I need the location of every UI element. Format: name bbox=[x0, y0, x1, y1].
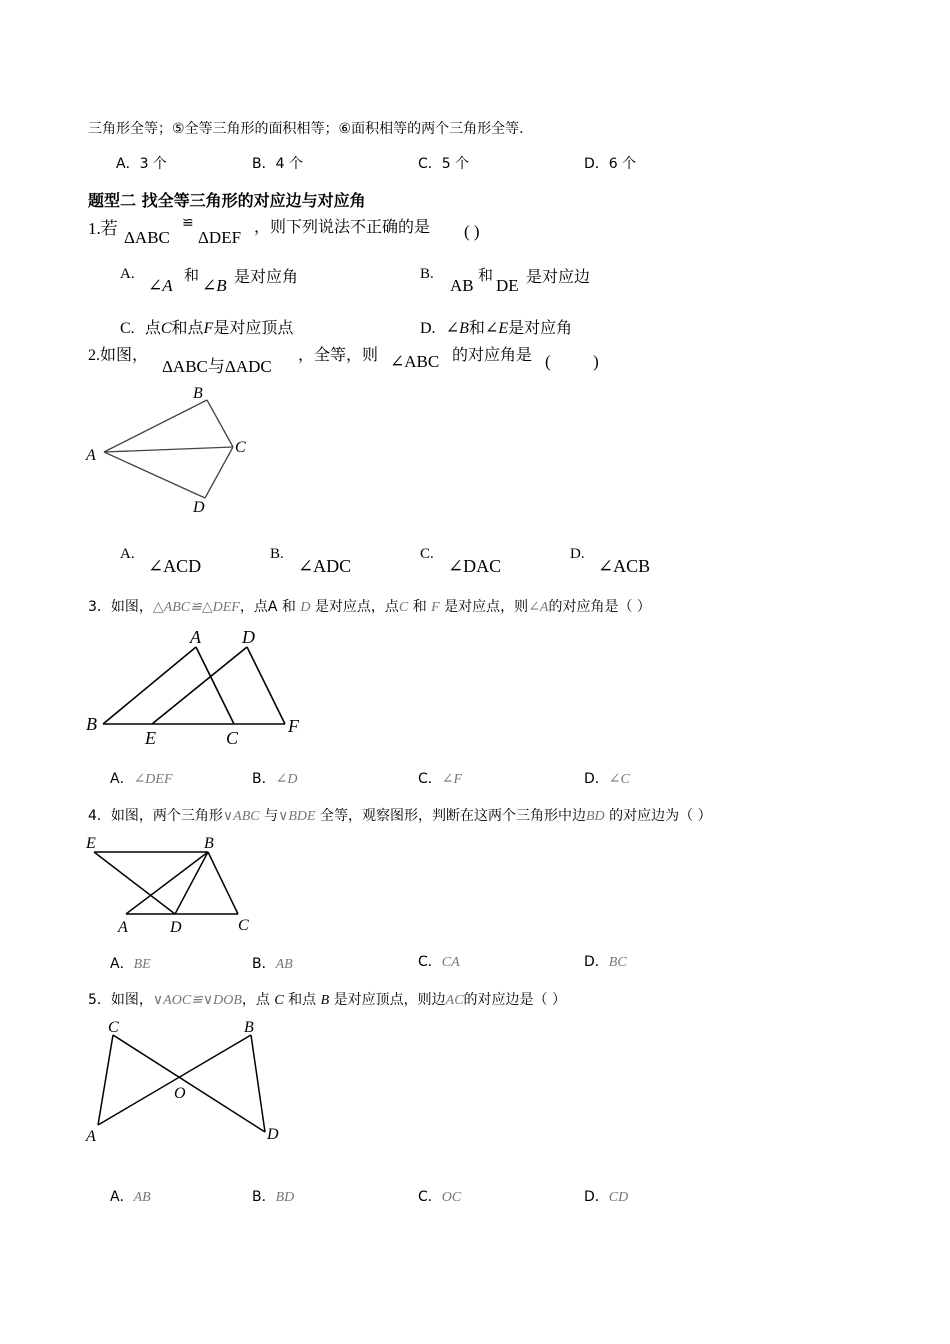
q4-expr2: ∨BDE bbox=[278, 809, 316, 824]
q5-opt-a-label: A． bbox=[110, 1189, 134, 1205]
q3-opt-d bbox=[584, 768, 630, 788]
q1-opt-a-e2: ∠B bbox=[202, 276, 227, 295]
q1-opt-d bbox=[420, 315, 572, 338]
q5-segment-ab bbox=[98, 1035, 251, 1125]
q5-segment-ca bbox=[98, 1035, 113, 1125]
q3-label-c: C bbox=[226, 728, 239, 748]
q4-text-b: 与 bbox=[264, 808, 279, 824]
q3-segment-ac bbox=[196, 647, 234, 724]
q2-figure bbox=[80, 380, 260, 520]
q5-segment-cd bbox=[113, 1035, 265, 1132]
q1-number: 1. bbox=[88, 219, 101, 238]
q4-text-c: 全等，观察图形，判断在这两个三角形中边 bbox=[320, 808, 586, 824]
q5-label-d: D bbox=[267, 1126, 279, 1143]
q2-paren: ( ) bbox=[545, 352, 599, 371]
q1-opt-b-label: B. bbox=[420, 266, 434, 282]
q2-opt-c-value: ∠DAC bbox=[448, 556, 502, 576]
q1-opt-b-e2: DE bbox=[496, 276, 519, 295]
q2-text-a: 如图， bbox=[100, 345, 149, 364]
q3-angle: ∠A bbox=[528, 600, 549, 615]
q4-opt-b bbox=[252, 953, 293, 973]
q3-p2: D bbox=[300, 600, 311, 615]
q2-segment-ab bbox=[104, 400, 207, 452]
q5-opt-a bbox=[110, 1186, 151, 1206]
q3-p3: C bbox=[398, 600, 409, 615]
q1-opt-d-e1: ∠B bbox=[445, 320, 469, 337]
q1-opt-a-e1: ∠A bbox=[148, 276, 173, 295]
q5-text-b: ，点 bbox=[241, 992, 275, 1008]
q4-edge: BD bbox=[586, 809, 605, 824]
q2-segment-ad bbox=[104, 452, 205, 498]
q4-opt-d bbox=[584, 951, 627, 971]
q3-opt-b-value: ∠D bbox=[275, 772, 298, 787]
q3-opt-b-label: B． bbox=[252, 771, 276, 787]
q3-opt-b bbox=[252, 768, 297, 788]
q2-segment-ac bbox=[104, 447, 233, 452]
q5-label-o: O bbox=[174, 1085, 186, 1102]
q3-segment-ed bbox=[152, 647, 247, 724]
q3-segment-ba bbox=[103, 647, 196, 724]
q1-expr1: ΔABC bbox=[124, 228, 170, 247]
q4-text-d: 的对应边为（ ） bbox=[609, 808, 712, 824]
q5-label-a: A bbox=[86, 1128, 96, 1145]
q5-opt-d-value: CD bbox=[608, 1190, 629, 1205]
q3-opt-c-label: C． bbox=[418, 771, 442, 787]
q3-label-d: D bbox=[242, 627, 255, 647]
q2-stem bbox=[88, 342, 148, 365]
q5-opt-b bbox=[252, 1186, 294, 1206]
q3-text-d: 是对应点，点 bbox=[314, 599, 399, 615]
q5-segment-bd bbox=[251, 1035, 265, 1132]
q1-opt-d-label: D. bbox=[420, 320, 436, 337]
q3-p1: A bbox=[267, 599, 278, 615]
q1-opt-b-and: 和 bbox=[478, 266, 494, 284]
q2-opt-d-label: D. bbox=[570, 546, 585, 562]
q2-segment-dc bbox=[205, 447, 233, 498]
q4-label-c: C bbox=[238, 917, 249, 934]
q5-text-d: 是对应顶点，则边 bbox=[329, 992, 446, 1008]
q1-text-b: ，则下列说法不正确的是 bbox=[254, 217, 431, 236]
q4-opt-c-label: C． bbox=[418, 954, 442, 970]
q4-opt-b-value: AB bbox=[275, 957, 293, 972]
q4-opt-a-label: A． bbox=[110, 956, 134, 972]
q2-opt-d-value: ∠ACB bbox=[598, 556, 651, 576]
q5-opt-b-label: B． bbox=[252, 1189, 276, 1205]
q4-segment-db bbox=[175, 852, 208, 914]
q5-opt-b-value: BD bbox=[275, 1190, 295, 1205]
q5-expr: ∨AOC≌∨DOB bbox=[152, 993, 242, 1008]
q4-label-d: D bbox=[170, 919, 182, 936]
q4-segment-ed bbox=[94, 852, 175, 914]
q2-label-c: C bbox=[235, 439, 246, 456]
q3-opt-a-value: ∠DEF bbox=[133, 772, 173, 787]
q2-segment-bc bbox=[207, 400, 233, 447]
q1-opt-b-tail: 是对应边 bbox=[526, 267, 591, 286]
q5-opt-a-value: AB bbox=[133, 1190, 151, 1205]
q4-label-b: B bbox=[204, 835, 214, 852]
q5-number: 5． bbox=[88, 992, 111, 1008]
q1-opt-c-text2: 和点 bbox=[171, 318, 204, 337]
q5-p1: C bbox=[274, 993, 284, 1008]
q5-text-a: 如图， bbox=[110, 992, 153, 1008]
q5-opt-c-value: OC bbox=[441, 1190, 462, 1205]
q3-label-a: A bbox=[190, 627, 201, 647]
q1-paren: ( ) bbox=[464, 222, 480, 241]
q1-opt-c-tail: 是对应顶点 bbox=[213, 318, 294, 337]
q2-number: 2. bbox=[88, 347, 100, 364]
q4-label-e: E bbox=[86, 835, 96, 852]
q2-angle: ∠ABC bbox=[390, 352, 440, 371]
q1-opt-d-tail: 是对应角 bbox=[508, 318, 573, 337]
q1-stem bbox=[88, 214, 118, 239]
q2-opt-a-label: A. bbox=[120, 546, 135, 562]
q3-opt-c-value: ∠F bbox=[441, 772, 463, 787]
intro-option-c: C．5 个 bbox=[418, 156, 470, 172]
q3-segment-df bbox=[247, 647, 285, 724]
q5-opt-c-label: C． bbox=[418, 1189, 442, 1205]
q2-opt-b-value: ∠ADC bbox=[298, 556, 352, 576]
q2-expr: ΔABC与ΔADC bbox=[162, 357, 272, 376]
q1-opt-d-and: 和 bbox=[468, 318, 485, 337]
q4-segment-ab bbox=[126, 852, 208, 914]
q3-text-b: ，点 bbox=[239, 599, 268, 615]
q1-cong: ≌ bbox=[182, 216, 194, 231]
q3-number: 3． bbox=[88, 599, 111, 615]
q2-opt-a-value: ∠ACD bbox=[148, 556, 202, 576]
q3-stem bbox=[88, 596, 651, 616]
q5-opt-c bbox=[418, 1186, 461, 1206]
q4-opt-c-value: CA bbox=[441, 955, 460, 970]
q1-opt-a-and: 和 bbox=[184, 266, 200, 284]
section-title: 题型二 找全等三角形的对应边与对应角 bbox=[88, 191, 366, 210]
intro-line: 三角形全等；⑤全等三角形的面积相等；⑥面积相等的两个三角形全等. bbox=[88, 121, 524, 137]
q5-stem bbox=[88, 989, 566, 1009]
q1-opt-a-tail: 是对应角 bbox=[234, 267, 299, 286]
q5-figure bbox=[80, 1015, 300, 1150]
q4-opt-a-value: BE bbox=[133, 957, 151, 972]
q1-expr2: ΔDEF bbox=[198, 228, 242, 247]
q1-text-a: 若 bbox=[100, 219, 118, 238]
q3-text-f: 是对应点，则 bbox=[444, 599, 529, 615]
q4-segment-bc bbox=[208, 852, 238, 914]
q3-opt-d-label: D． bbox=[584, 771, 609, 787]
q2-text-c: 的对应角是 bbox=[452, 345, 533, 364]
intro-option-b: B．4 个 bbox=[252, 156, 303, 172]
q4-text-a: 如图，两个三角形 bbox=[110, 808, 223, 824]
q3-text-g: 的对应角是（ ） bbox=[548, 599, 651, 615]
q4-opt-d-value: BC bbox=[608, 955, 627, 970]
q3-opt-a bbox=[110, 768, 173, 788]
q3-p4: F bbox=[431, 600, 440, 615]
q3-label-f: F bbox=[288, 716, 299, 736]
q3-opt-c bbox=[418, 768, 462, 788]
q2-label-a: A bbox=[86, 447, 96, 464]
q5-opt-d bbox=[584, 1186, 628, 1206]
q3-opt-a-label: A． bbox=[110, 771, 134, 787]
q3-expr: △ABC≌△DEF bbox=[152, 600, 240, 615]
q5-text-e: 的对应边是（ ） bbox=[463, 992, 566, 1008]
q4-label-a: A bbox=[118, 919, 128, 936]
q1-opt-a-label: A. bbox=[120, 266, 135, 282]
q5-label-b: B bbox=[244, 1019, 254, 1036]
q4-opt-b-label: B． bbox=[252, 956, 276, 972]
q1-opt-c bbox=[120, 315, 293, 338]
q1-opt-b-e1: AB bbox=[450, 276, 474, 295]
q5-label-c: C bbox=[108, 1019, 119, 1036]
q5-text-c: 和点 bbox=[283, 992, 321, 1008]
q5-opt-d-label: D． bbox=[584, 1189, 609, 1205]
q2-opt-c-label: C. bbox=[420, 546, 434, 562]
intro-option-d: D．6 个 bbox=[584, 156, 637, 172]
q2-text-b: ，全等，则 bbox=[298, 345, 379, 364]
q1-opt-c-e1: C bbox=[160, 320, 172, 337]
q4-figure bbox=[80, 830, 280, 940]
q4-opt-c bbox=[418, 951, 460, 971]
q4-opt-d-label: D． bbox=[584, 954, 609, 970]
q2-label-b: B bbox=[193, 385, 203, 402]
q3-text-e: 和 bbox=[412, 599, 427, 615]
q2-label-d: D bbox=[193, 499, 205, 516]
q2-opt-b-label: B. bbox=[270, 546, 284, 562]
intro-option-a: A．3 个 bbox=[116, 156, 167, 172]
q4-expr1: ∨ABC bbox=[222, 809, 260, 824]
q4-number: 4． bbox=[88, 808, 111, 824]
q5-edge: AC bbox=[445, 993, 464, 1008]
q3-opt-d-value: ∠C bbox=[608, 772, 630, 787]
q3-text-a: 如图， bbox=[110, 599, 153, 615]
q1-opt-d-e2: ∠E bbox=[484, 320, 509, 337]
q4-opt-a bbox=[110, 953, 151, 973]
q3-figure bbox=[80, 622, 320, 752]
q1-opt-c-e2: F bbox=[203, 320, 214, 337]
q5-p2: B bbox=[320, 993, 330, 1008]
q1-opt-c-label: C. bbox=[120, 320, 135, 337]
q3-label-b: B bbox=[86, 714, 97, 734]
q4-stem bbox=[88, 805, 712, 825]
q3-label-e: E bbox=[145, 728, 156, 748]
q3-text-c: 和 bbox=[281, 599, 296, 615]
q1-opt-c-text1: 点 bbox=[144, 318, 161, 337]
